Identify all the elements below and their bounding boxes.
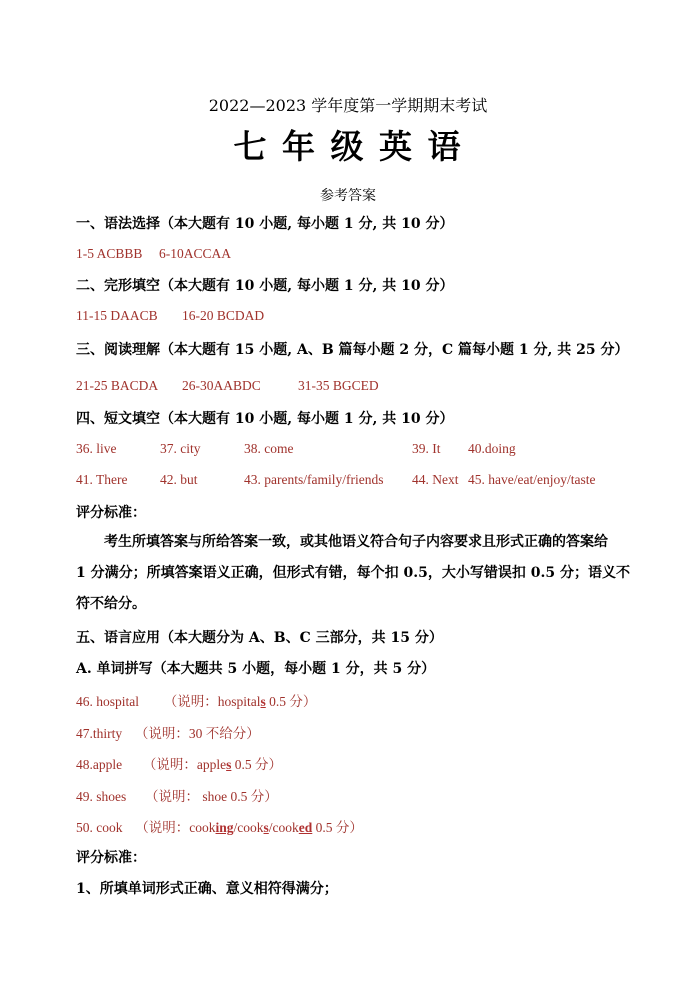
section5-heading: 五、语言应用（本大题分为 A、B、C 三部分，共 15 分）: [76, 630, 443, 646]
section1-heading: 一、语法选择（本大题有 10 小题, 每小题 1 分, 共 10 分）: [76, 216, 454, 232]
answer-48: [76, 753, 282, 773]
answer-36: 36. live: [76, 441, 117, 456]
answer-11-15: 11-15 DAACB: [76, 308, 158, 323]
section4-criteria-line2: 1 分满分；所填答案语义正确，但形式有错，每个扣 0.5，大小写错误扣 0.5 分；语义不: [76, 565, 630, 581]
answer-47-word: 47.thirty: [76, 726, 123, 741]
answer-48-word: 48.apple: [76, 757, 123, 772]
answer-46-note: （说明：hospitals 0.5 分）: [163, 694, 317, 709]
answer-46: [76, 690, 316, 710]
answer-46-word: 46. hospital: [76, 694, 139, 709]
answer-1-5: 1-5 ACBBB: [76, 246, 143, 261]
answer-39: 39. It: [412, 441, 441, 456]
answer-45: 45. have/eat/enjoy/taste: [468, 472, 596, 487]
answer-31-35: 31-35 BGCED: [298, 378, 379, 393]
answer-6-10: 6-10ACCAA: [159, 246, 232, 261]
answer-47-note: （说明：30 不给分）: [134, 726, 260, 741]
subject-title: 七 年 级 英 语: [233, 127, 463, 166]
answer-38: 38. come: [244, 441, 294, 456]
section2-heading: 二、完形填空（本大题有 10 小题, 每小题 1 分, 共 10 分）: [76, 278, 454, 294]
exam-title: 2022—2023 学年度第一学期期末考试: [208, 96, 488, 115]
answer-37: 37. city: [160, 441, 201, 456]
section4-criteria-line3: 符不给分。: [76, 596, 146, 612]
answer-50-word: 50. cook: [76, 820, 123, 835]
answer-41: 41. There: [76, 472, 128, 487]
answer-49-note: （说明： shoe 0.5 分）: [145, 789, 278, 804]
answer-48-note: （说明：apples 0.5 分）: [142, 757, 283, 772]
answer-47: [76, 722, 260, 742]
answer-16-20: 16-20 BCDAD: [182, 308, 265, 323]
section5-rule1: 1、所填单词形式正确、意义相符得满分；: [76, 881, 338, 897]
answer-40: 40.doing: [468, 441, 516, 456]
answer-21-25: 21-25 BACDA: [76, 378, 159, 393]
answer-50: [76, 816, 363, 836]
answer-49: [76, 785, 278, 805]
section4-criteria-label: 评分标准：: [76, 505, 146, 521]
answer-49-word: 49. shoes: [76, 789, 127, 804]
section5-criteria-label: 评分标准：: [76, 850, 146, 866]
answer-key-label: 参考答案: [320, 188, 376, 204]
section4-criteria-line1: 考生所填答案与所给答案一致，或其他语义符合句子内容要求且形式正确的答案给: [104, 534, 608, 550]
section3-heading: 三、阅读理解（本大题有 15 小题, A、B 篇每小题 2 分，C 篇每小题 1 分, 共 25 分）: [76, 342, 629, 358]
answer-42: 42. but: [160, 472, 198, 487]
section5-sub-a: A. 单词拼写（本大题共 5 小题，每小题 1 分，共 5 分）: [76, 661, 436, 677]
answer-26-30: 26-30AABDC: [182, 378, 261, 393]
answer-44: 44. Next: [412, 472, 459, 487]
section4-heading: 四、短文填空（本大题有 10 小题, 每小题 1 分, 共 10 分）: [76, 411, 454, 427]
answer-50-note: （说明：cooking/cooks/cooked 0.5 分）: [135, 820, 363, 835]
answer-43: 43. parents/family/friends: [244, 472, 384, 487]
